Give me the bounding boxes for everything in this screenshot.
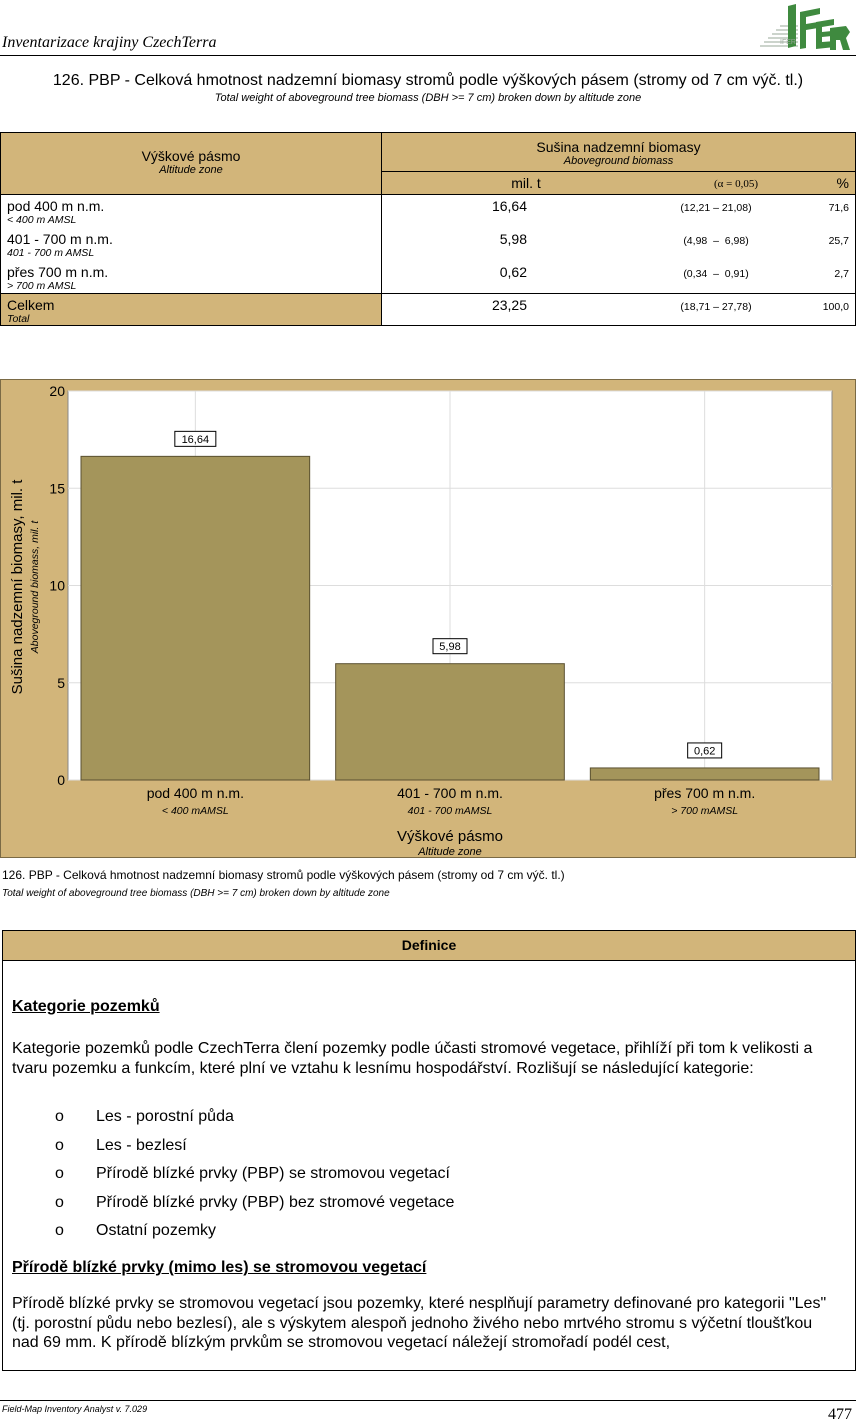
y-tick-label: 20: [49, 383, 65, 399]
list-item: Přírodě blízké prvky (PBP) se stromovou vegetací: [96, 1165, 450, 1182]
total-label: Celkem: [7, 297, 55, 313]
y-tick-label: 15: [49, 480, 65, 497]
row-label: přes 700 m n.m.: [7, 264, 109, 280]
total-pct: 100,0: [822, 301, 849, 313]
col-altitude-header: Výškové pásmo: [141, 148, 241, 164]
row-sublabel: 401 - 700 m AMSL: [7, 247, 95, 259]
total-value: 23,25: [491, 297, 527, 313]
data-label: 0,62: [693, 745, 716, 758]
pct-header: %: [836, 175, 849, 191]
section-text-natural-elements: Přírodě blízké prvky se stromovou vegetací jsou pozemky, které nesplňují parametry definované pro kategorii "Les" (tj. porostní půdu nebo bezlesí), ale s výskytem alespoň jednoho živého nebo mrtvého stromu s výčetní tloušťkou nad 69 mm. K přírodě blízkým prvkům se stromovou vegetací náležejí stromořadí podél cest,: [12, 1295, 827, 1351]
biomass-bar-chart: [0, 379, 856, 858]
table-row: [1, 195, 855, 228]
bullet-marker: o: [55, 1222, 64, 1239]
row-value: 5,98: [499, 231, 527, 247]
figure-caption: 126. PBP - Celková hmotnost nadzemní biomasy stromů podle výškových pásem (stromy od 7 cm výč. tl.): [2, 868, 565, 882]
bullet-marker: o: [55, 1165, 64, 1182]
x-category-label: 401 - 700 m n.m.: [397, 785, 503, 801]
bullet-marker: o: [55, 1108, 64, 1125]
x-category-sublabel: 401 - 700 mAMSL: [407, 805, 493, 817]
section-text-land-categories: Kategorie pozemků podle CzechTerra člení pozemky podle účasti stromové vegetace, přihlíží při tom k velikosti a tvaru pozemku a funkcím, které plní ve vztahu k lesnímu hospodářství. Rozlišují se následující kategorie:: [12, 1040, 813, 1077]
row-pct: 71,6: [828, 202, 849, 214]
x-axis-subtitle: Altitude zone: [418, 846, 482, 858]
row-pct: 25,7: [828, 235, 849, 247]
y-tick-labels: [49, 383, 65, 788]
table-row: [1, 228, 855, 261]
row-label: 401 - 700 m n.m.: [7, 231, 113, 247]
y-axis-title: Sušina nadzemní biomasy, mil. t: [9, 479, 26, 695]
page-subtitle: Total weight of aboveground tree biomass (DBH >= 7 cm) broken down by altitude zone: [214, 92, 642, 104]
table-total-row: [1, 294, 855, 325]
definition-heading: Definice: [2, 930, 856, 961]
bullet-marker: o: [55, 1194, 64, 1211]
x-category-sublabel: > 700 mAMSL: [671, 805, 739, 817]
y-tick-label: 5: [57, 674, 65, 691]
header-rule: [0, 55, 856, 56]
x-category-labels: [147, 785, 756, 817]
row-ci: (12,21 – 21,08): [680, 202, 752, 214]
y-tick-label: 0: [57, 772, 65, 788]
document-header-title: Inventarizace krajiny CzechTerra: [2, 34, 217, 51]
list-item: Les - bezlesí: [96, 1137, 187, 1154]
y-tick-label: 10: [49, 577, 65, 594]
row-ci: (4,98 – 6,98): [683, 235, 749, 247]
x-category-label: přes 700 m n.m.: [654, 785, 756, 801]
row-value: 0,62: [499, 264, 527, 280]
col-altitude-subheader: Altitude zone: [159, 164, 223, 176]
section-title-land-categories: Kategorie pozemků: [12, 998, 160, 1015]
bullet-marker: o: [55, 1137, 64, 1154]
row-pct: 2,7: [834, 268, 849, 280]
section-title-natural-elements: Přírodě blízké prvky (mimo les) se stromovou vegetací: [12, 1259, 427, 1276]
x-category-label: pod 400 m n.m.: [146, 785, 244, 801]
ifer-logo: [758, 2, 852, 52]
row-sublabel: < 400 m AMSL: [7, 214, 77, 226]
alpha-header: (α = 0,05): [713, 178, 759, 190]
bar: [336, 664, 565, 780]
page-title: 126. PBP - Celková hmotnost nadzemní biomasy stromů podle výškových pásem (stromy od 7 cm výč. tl.): [52, 72, 804, 89]
x-category-sublabel: < 400 mAMSL: [161, 805, 229, 817]
table-subhead-rule: [382, 171, 855, 172]
footer-rule: [0, 1400, 856, 1401]
x-axis-title: Výškové pásmo: [397, 828, 503, 845]
data-label: 16,64: [181, 433, 210, 446]
col-biomass-subheader: Aboveground biomass: [563, 155, 674, 167]
footer-software: Field-Map Inventory Analyst v. 7.029: [2, 1404, 148, 1414]
total-ci: (18,71 – 27,78): [680, 301, 752, 313]
list-item: Přírodě blízké prvky (PBP) bez stromové vegetace: [96, 1194, 455, 1211]
row-ci: (0,34 – 0,91): [683, 268, 749, 280]
biomass-table: [0, 132, 856, 326]
row-label: pod 400 m n.m.: [7, 198, 105, 214]
page-number: 477: [828, 1406, 852, 1423]
table-row: [1, 261, 855, 294]
col-biomass-header: Sušina nadzemní biomasy: [536, 139, 701, 155]
total-sublabel: Total: [7, 313, 30, 325]
data-label: 5,98: [439, 641, 461, 654]
figure-caption-english: Total weight of aboveground tree biomass (DBH >= 7 cm) broken down by altitude zone: [2, 888, 390, 899]
unit-header: mil. t: [511, 175, 541, 191]
row-sublabel: > 700 m AMSL: [7, 280, 77, 292]
bar: [590, 768, 819, 780]
list-item: Ostatní pozemky: [96, 1222, 217, 1239]
list-item: Les - porostní půda: [96, 1108, 234, 1125]
bar: [81, 456, 310, 780]
logo-wordmark: IFER: [780, 39, 796, 46]
row-value: 16,64: [491, 198, 527, 214]
y-axis-subtitle: Aboveground biomass, mil. t: [29, 520, 41, 654]
